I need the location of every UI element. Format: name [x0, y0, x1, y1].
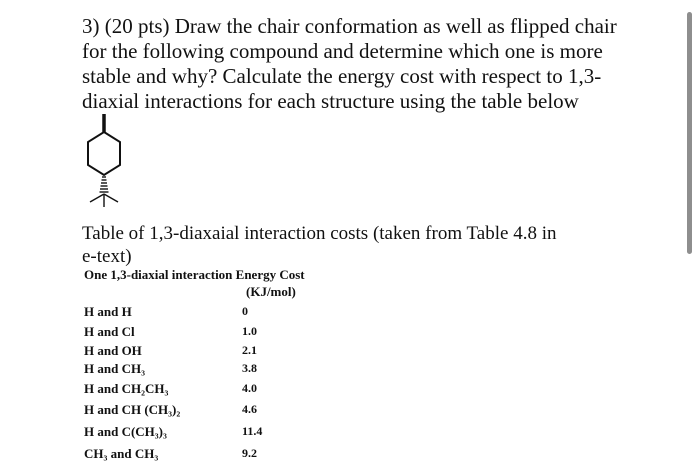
- interaction-pair: H and CH₂CH₃: [84, 381, 169, 396]
- question-line: for the following compound and determine which one is more: [82, 39, 603, 63]
- energy-cost: 4.0: [242, 381, 257, 395]
- hashed-bond: [100, 177, 109, 192]
- question-line: 3) (20 pts) Draw the chair conformation as well as flipped chair: [82, 14, 617, 38]
- table-row: [84, 402, 384, 422]
- question-text: [82, 14, 642, 114]
- scrollbar[interactable]: [687, 12, 692, 254]
- table-row: [84, 324, 384, 344]
- energy-cost: 11.4: [242, 424, 263, 438]
- table-header-unit: (KJ/mol): [246, 284, 296, 299]
- interaction-pair: H and CH₃: [84, 361, 145, 376]
- table-header: One 1,3-diaxial interaction Energy Cost: [84, 267, 305, 282]
- interaction-pair: H and CH (CH₃)₂: [84, 402, 181, 417]
- table-title: [82, 222, 642, 268]
- energy-cost: 9.2: [242, 446, 257, 460]
- question-line: diaxial interactions for each structure using the table below: [82, 89, 579, 113]
- table-title-line: e-text): [82, 246, 132, 267]
- energy-cost: 4.6: [242, 402, 257, 416]
- tert-butyl-group: [90, 194, 118, 207]
- cyclohexane-ring: [88, 132, 120, 175]
- table-title-line: Table of 1,3-diaxaial interaction costs (taken from Table 4.8 in: [82, 223, 557, 244]
- cyclohexane-structure: [70, 110, 140, 214]
- table-row: [84, 446, 384, 466]
- energy-cost: 1.0: [242, 324, 257, 338]
- interaction-pair: H and C(CH₃)₃: [84, 424, 167, 439]
- energy-cost: 0: [242, 304, 248, 318]
- table-row: [84, 361, 384, 381]
- interaction-pair: H and OH: [84, 343, 142, 358]
- table-row: [84, 304, 384, 324]
- energy-cost: 3.8: [242, 361, 257, 375]
- table-row: [84, 343, 384, 363]
- question-line: stable and why? Calculate the energy cost with respect to 1,3-: [82, 64, 602, 88]
- table-row: [84, 424, 384, 444]
- interaction-pair: CH₃ and CH₃: [84, 446, 159, 461]
- table-row: [84, 381, 384, 401]
- interaction-pair: H and H: [84, 304, 132, 319]
- energy-cost: 2.1: [242, 343, 257, 357]
- interaction-pair: H and Cl: [84, 324, 135, 339]
